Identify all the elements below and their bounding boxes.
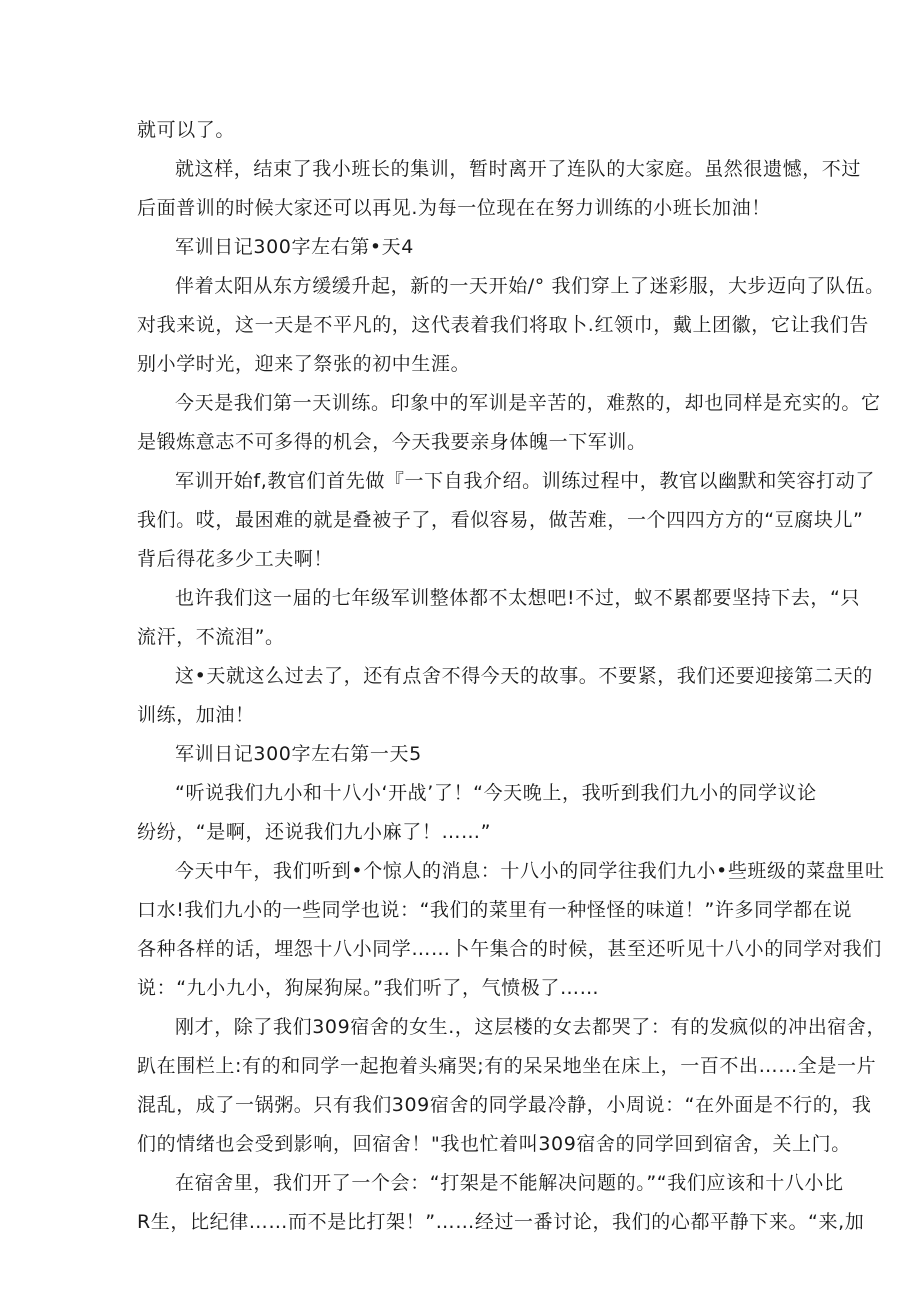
text-line: 纷纷，“是啊，还说我们九小麻了！……”	[137, 821, 492, 843]
text-line: 别小学时光，迎来了祭张的初中生涯。	[137, 353, 471, 375]
text-line: 说：“九小九小，狗屎狗屎。”我们听了，气愤极了……	[137, 977, 600, 999]
text-line: 流汗，不流泪”。	[137, 626, 285, 648]
paragraph-line: “听说我们九小和十八小‘开战’了！“今天晚上，我听到我们九小的同学议论	[175, 782, 817, 804]
paragraph-line: 就这样，结束了我小班长的集训，暂时离开了连队的大家庭。虽然很遗憾，不过	[175, 158, 862, 180]
text-line: 趴在围栏上:有的和同学一起抱着头痛哭;有的呆呆地坐在床上，一百不出……全是一片	[137, 1055, 877, 1077]
text-line: 训练，加油！	[137, 704, 255, 726]
text-line: R生，比纪律……而不是比打架！”……经过一番讨论，我们的心都平静下来。“来,加	[137, 1211, 865, 1233]
text-line: 就可以了。	[137, 119, 236, 141]
section-heading: 军训日记300字左右第•天4	[175, 236, 414, 258]
text-line: 对我来说，这一天是不平凡的，这代表着我们将取卜.红领巾，戴上团徽，它让我们告	[137, 314, 869, 336]
paragraph-line: 伴着太阳从东方缓缓升起，新的一天开始/° 我们穿上了迷彩服，大步迈向了队伍。	[175, 275, 885, 297]
paragraph-line: 今天中午，我们听到•个惊人的消息：十八小的同学往我们九小•些班级的菜盘里吐	[175, 860, 885, 882]
paragraph-line: 在宿舍里，我们开了一个会：“打架是不能解决问题的。”“我们应该和十八小比	[175, 1172, 844, 1194]
paragraph-line: 刚才，除了我们309宿舍的女生.，这层楼的女去都哭了：有的发疯似的冲出宿舍，	[175, 1016, 887, 1038]
text-line: 后面普训的时候大家还可以再见.为每一位现在在努力训练的小班长加油！	[137, 197, 771, 219]
text-line: 各种各样的话，埋怨十八小同学……卜午集合的时候，甚至还听见十八小的同学对我们	[137, 938, 882, 960]
paragraph-line: 今天是我们第一天训练。印象中的军训是辛苦的，难熬的，却也同样是充实的。它	[175, 392, 881, 414]
paragraph-line: 这•天就这么过去了，还有点舍不得今天的故事。不要紧，我们还要迎接第二天的	[175, 665, 873, 687]
paragraph-line: 军训开始f,教官们首先做『一下自我介绍。训练过程中，教官以幽默和笑容打动了	[175, 470, 875, 492]
text-line: 我们。哎，最困难的就是叠被子了，看似容易，做苦难，一个四四方方的“豆腐块儿”	[137, 509, 864, 531]
text-line: 混乱，成了一锅粥。只有我们309宿舍的同学最冷静，小周说：“在外面是不行的，我	[137, 1094, 872, 1116]
text-line: 们的情绪也会受到影响，回宿舍！"我也忙着叫309宿舍的同学回到宿舍，关上门。	[137, 1133, 851, 1155]
text-line: 是锻炼意志不可多得的机会，今天我要亲身体魄一下军训。	[137, 431, 647, 453]
text-line: 背后得花多少工夫啊！	[137, 548, 334, 570]
text-line: 口水!我们九小的一些同学也说：“我们的菜里有一种怪怪的味道！”许多同学都在说	[137, 899, 853, 921]
paragraph-line: 也许我们这一届的七年级军训整体都不太想吧!不过，蚁不累都要坚持下去，“只	[175, 587, 861, 609]
section-heading: 军训日记300字左右第一天5	[175, 743, 422, 765]
